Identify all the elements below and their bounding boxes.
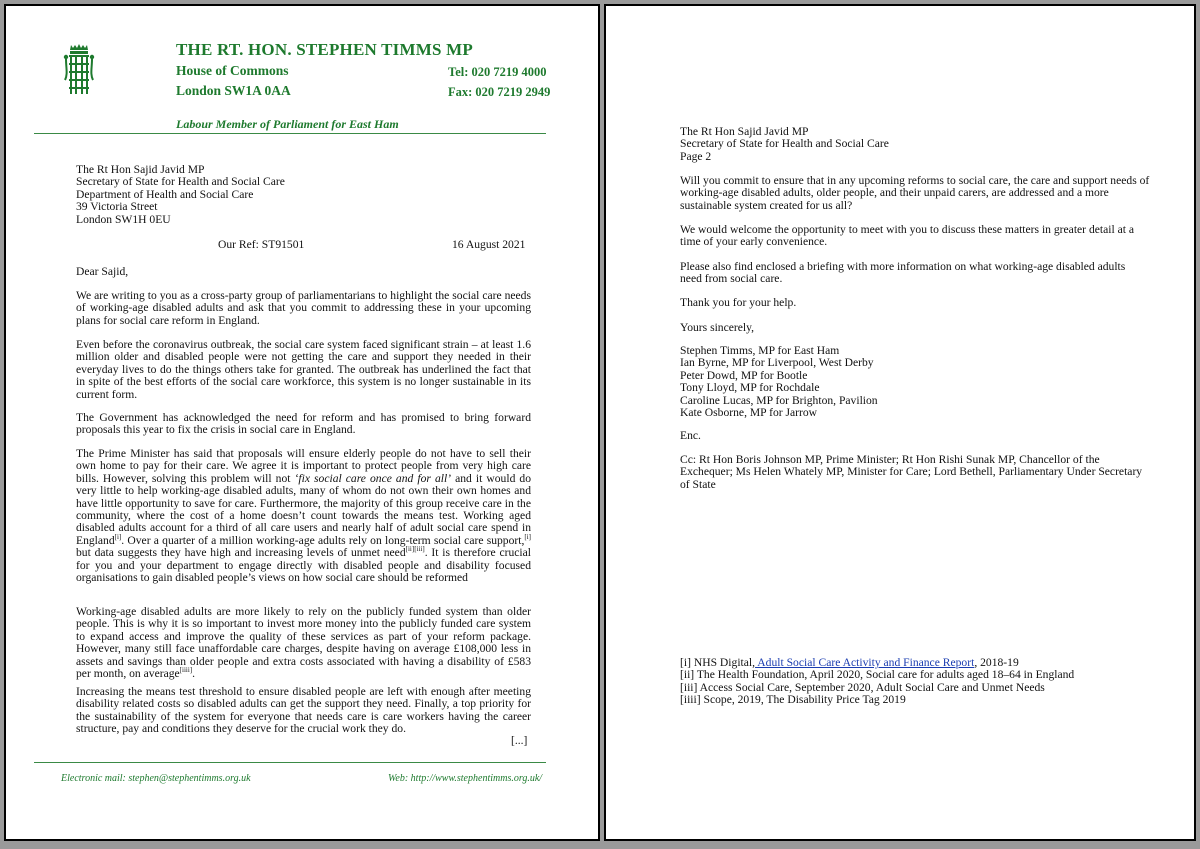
paragraph-4-text: but data suggests they have high and increasing levels of unmet need xyxy=(76,546,406,560)
footnote-text: [i] NHS Digital, xyxy=(680,656,756,669)
paragraph-5-text: Working-age disabled adults are more likely to rely on the publicly funded system than older people. This is why it is so important to invest more money into the publicly funded care system to expand access and improve the quality of these services as part of your reform package. However, many still face unaffordable care charges, despite having on average £108,000 less in assets and savings than older people and extra costs associated with having a disability of £583 per month, on average xyxy=(76,605,531,681)
paragraph-4-text: and it would do very little to help working-age disabled adults, many of whom do not own their own homes and have little opportunity to save for care. Furthermore, the majority of this group receive care in the community, where the cost of a home doesn’t count towards the means test. Working aged disabled adults account for a third of all care users and nearly half of adult social care spend in England xyxy=(76,471,532,547)
signoff: Yours sincerely, xyxy=(680,321,755,334)
paragraph-5-text: . xyxy=(192,667,196,681)
enclosure-note: Enc. xyxy=(680,429,701,442)
footnote-link[interactable]: Adult Social Care Activity and Finance Report xyxy=(755,656,975,669)
recipient-line: 39 Victoria Street xyxy=(76,200,158,214)
recipient-line: The Rt Hon Sajid Javid MP xyxy=(76,163,205,176)
recipient-line: Secretary of State for Health and Social Care xyxy=(76,175,285,189)
footer-email: Electronic mail: stephen@stephentimms.org.uk xyxy=(61,773,251,784)
portcullis-logo-icon xyxy=(62,42,96,98)
letter-page-1 xyxy=(4,4,600,841)
footer-divider xyxy=(34,762,546,763)
signatory: Peter Dowd, MP for Bootle xyxy=(680,368,808,382)
page2-header-line: Secretary of State for Health and Social Care xyxy=(680,137,889,151)
paragraph-4-text: The Prime Minister has said that proposals will ensure elderly people do not have to sell their own home to pay for their care. We agree it is important to protect people from very high care bills. However, solving this problem will not xyxy=(76,447,531,485)
signatory: Tony Lloyd, MP for Rochdale xyxy=(680,381,820,395)
paragraph-1: We are writing to you as a cross-party group of parliamentarians to highlight the social care needs of working-age disabled adults and ask that you commit to addressing these in your upcoming plans for social care reform in England. xyxy=(76,289,531,327)
footnote-ref: [i] xyxy=(524,532,531,541)
page2-paragraph-1: Will you commit to ensure that in any upcoming reforms to social care, the care and support needs of working-age disabled adults, older people, and their unpaid carers, are addressed and a more sustainable system created for us all? xyxy=(680,174,1150,212)
footnote: [iiii] Scope, 2019, The Disability Price Tag 2019 xyxy=(680,693,906,707)
letterhead-address-2: London SW1A 0AA xyxy=(176,83,291,98)
footnote-ref: [ii][iii] xyxy=(405,545,425,554)
page2-header xyxy=(680,126,889,163)
letterhead-fax: Fax: 020 7219 2949 xyxy=(448,85,551,99)
paragraph-5 xyxy=(76,606,531,680)
recipient-line: London SW1H 0EU xyxy=(76,212,171,226)
footnote: [iii] Access Social Care, September 2020, Adult Social Care and Unmet Needs xyxy=(680,680,1045,694)
signatory: Ian Byrne, MP for Liverpool, West Derby xyxy=(680,356,874,370)
letterhead-divider xyxy=(34,133,546,134)
page2-header-line: Page 2 xyxy=(680,149,712,163)
footnote-text: , 2018-19 xyxy=(974,656,1019,669)
pm-quote: ‘fix social care once and for all’ xyxy=(294,471,452,485)
footnotes xyxy=(680,657,1074,707)
footnote-ref: [i] xyxy=(114,532,122,541)
paragraph-2: Even before the coronavirus outbreak, the social care system faced significant strain – at least 1.6 million older and disabled people were not getting the care and support they needed in their everyday lives to do the things others take for granted. The outbreak has underlined the fact that in spite of the best efforts of the social care workforce, this system is no longer sustainable in its current form. xyxy=(76,338,531,401)
paragraph-3: The Government has acknowledged the need for reform and has promised to bring forward proposals this year to fix the crisis in social care in England. xyxy=(76,411,531,437)
footer-web: Web: http://www.stephentimms.org.uk/ xyxy=(388,773,543,784)
footnote: [ii] The Health Foundation, April 2020, Social care for adults aged 18–64 in England xyxy=(680,668,1075,682)
signatory: Stephen Timms, MP for East Ham xyxy=(680,344,840,357)
thanks-line: Thank you for your help. xyxy=(680,296,797,309)
letterhead-address-1: House of Commons xyxy=(176,63,289,78)
signatory: Caroline Lucas, MP for Brighton, Pavilion xyxy=(680,393,878,407)
salutation: Dear Sajid, xyxy=(76,265,129,278)
letterhead-tagline: Labour Member of Parliament for East Ham xyxy=(176,117,399,131)
letter-date: 16 August 2021 xyxy=(452,238,526,251)
our-reference: Our Ref: ST91501 xyxy=(218,238,305,251)
page2-header-line: The Rt Hon Sajid Javid MP xyxy=(680,125,809,138)
recipient-line: Department of Health and Social Care xyxy=(76,187,254,201)
page2-paragraph-2: We would welcome the opportunity to meet with you to discuss these matters in greater detail at a time of your early convenience. xyxy=(680,223,1135,249)
letterhead-tel: Tel: 020 7219 4000 xyxy=(448,65,547,79)
page2-paragraph-3: Please also find enclosed a briefing with more information on what working-age disabled adults need from social care. xyxy=(680,260,1126,286)
cc-list: Cc: Rt Hon Boris Johnson MP, Prime Minister; Rt Hon Rishi Sunak MP, Chancellor of the Exchequer; Ms Helen Whately MP, Minister for Care; Lord Bethell, Parliamentary Under Secretary of State xyxy=(680,453,1143,491)
signatories-list xyxy=(680,345,878,419)
continued-marker: [...] xyxy=(511,734,528,747)
letterhead-name: THE RT. HON. STEPHEN TIMMS MP xyxy=(176,40,473,59)
paragraph-6: Increasing the means test threshold to ensure disabled people are left with enough after meeting disability related costs so disabled adults can get the support they need. Finally, a top priority for the sustainability of the system for everyone that needs care is care workers having the career structure, pay and conditions they deserve for the crucial work they do. xyxy=(76,685,531,736)
paragraph-4-text: . It is therefore crucial for you and your department to engage directly with disabled people and disability focused organisations to gain disabled people’s views on how social care should be reformed xyxy=(76,546,531,585)
footnote-ref: [iiii] xyxy=(179,666,193,675)
letter-page-2 xyxy=(604,4,1196,841)
paragraph-4-text: . Over a quarter of a million working-age adults rely on long-term social care support, xyxy=(121,533,525,547)
paragraph-4 xyxy=(76,448,531,584)
signatory: Kate Osborne, MP for Jarrow xyxy=(680,406,818,420)
recipient-address xyxy=(76,164,285,226)
